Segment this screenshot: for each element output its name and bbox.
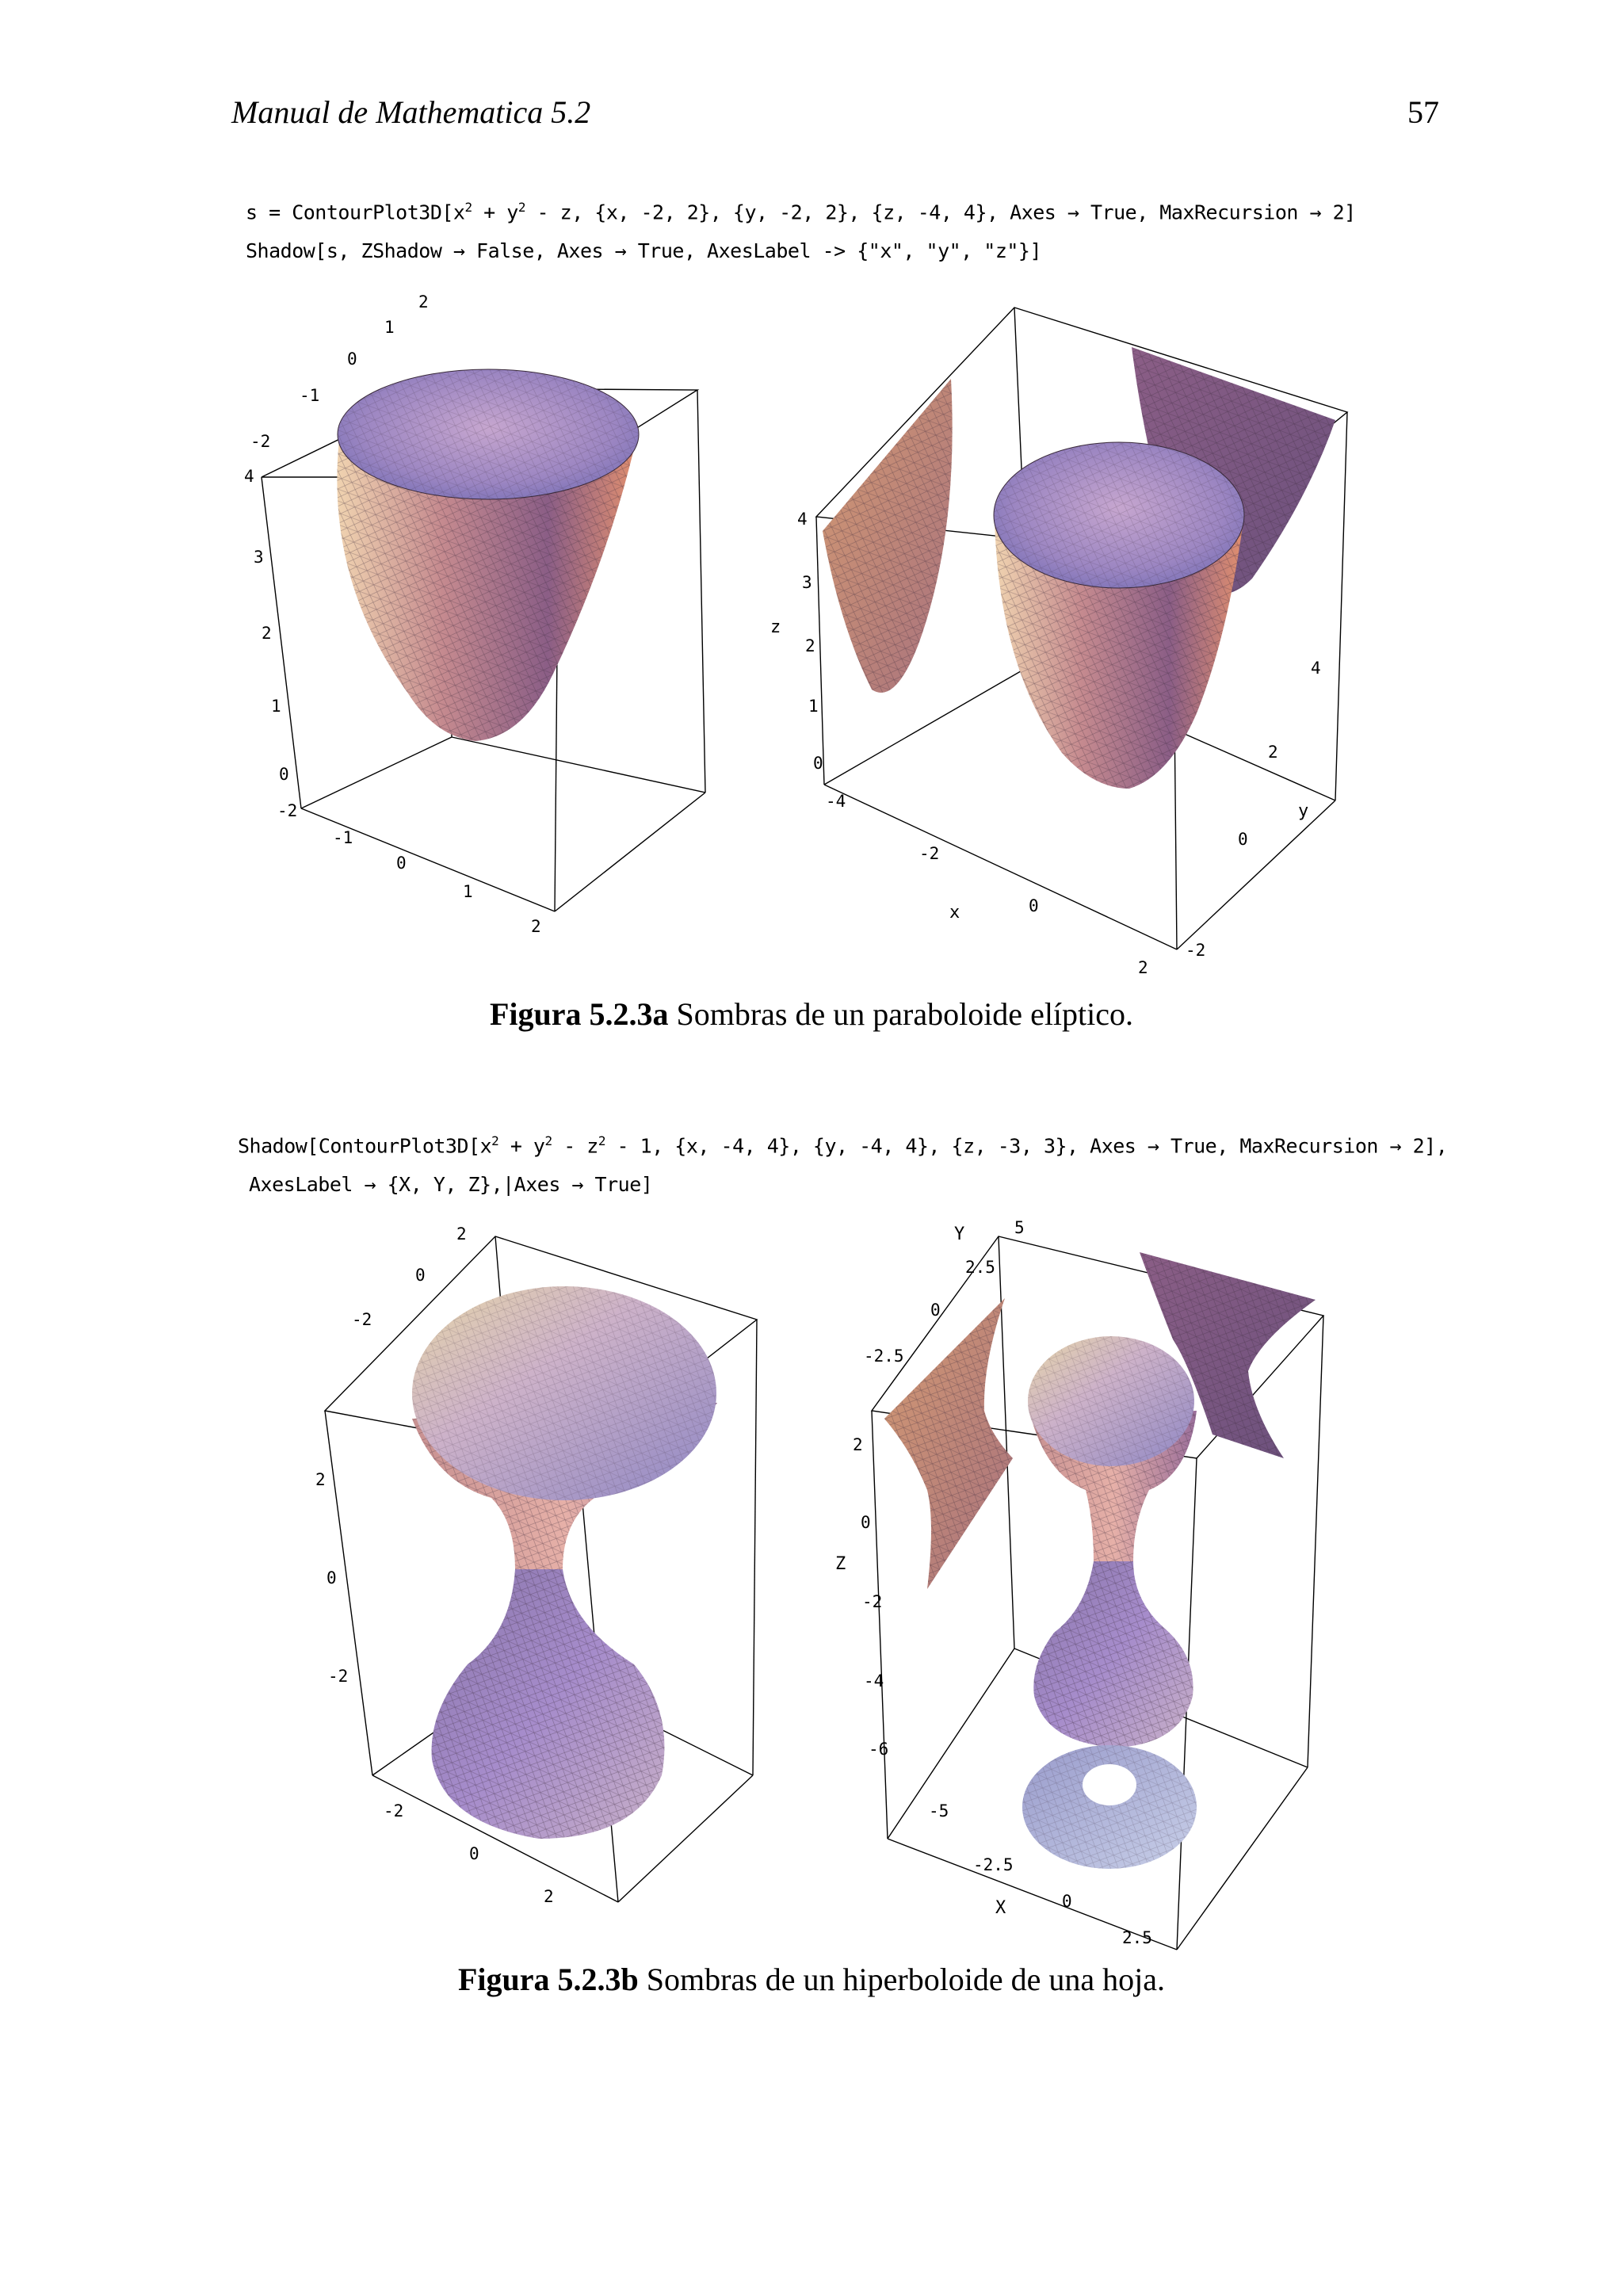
tick: -2 bbox=[384, 1801, 404, 1820]
tick: 2 bbox=[262, 624, 272, 643]
left-paraboloid-plot bbox=[244, 293, 705, 936]
tick: 2 bbox=[418, 293, 429, 311]
left-hyperboloid-plot bbox=[315, 1224, 757, 1906]
tick: -5 bbox=[929, 1801, 949, 1820]
tick: -2 bbox=[919, 844, 940, 863]
axis-label-z: Z bbox=[835, 1554, 846, 1574]
tick: 0 bbox=[930, 1301, 941, 1320]
figure-b-plots bbox=[301, 1221, 1363, 1966]
running-title: Manual de Mathematica 5.2 bbox=[231, 94, 591, 130]
tick: 3 bbox=[802, 573, 812, 592]
tick: 1 bbox=[463, 882, 473, 901]
axis-label-x: X bbox=[995, 1898, 1006, 1918]
caption-figure-a: Figura 5.2.3a Sombras de un paraboloide elíptico. bbox=[489, 996, 1134, 1032]
tick: -4 bbox=[826, 792, 846, 811]
tick: 0 bbox=[1238, 830, 1248, 849]
tick: 0 bbox=[861, 1513, 871, 1532]
code-line-a2: Shadow[s, ZShadow → False, Axes → True, AxesLabel -> {"x", "y", "z"}] bbox=[246, 239, 1042, 262]
tick: 0 bbox=[469, 1844, 479, 1863]
tick: 0 bbox=[1062, 1892, 1072, 1911]
tick: 0 bbox=[327, 1568, 337, 1587]
tick: 2 bbox=[1268, 743, 1278, 762]
tick: 2 bbox=[531, 917, 541, 936]
right-hyperboloid-shadow-plot bbox=[835, 1221, 1323, 1950]
axis-label-x: x bbox=[949, 903, 960, 923]
tick: 5 bbox=[1014, 1221, 1025, 1237]
tick: 0 bbox=[1029, 896, 1039, 915]
tick: 2 bbox=[544, 1887, 554, 1906]
tick: -2.5 bbox=[864, 1347, 904, 1366]
tick: 0 bbox=[347, 350, 357, 369]
tick: -1 bbox=[333, 828, 353, 847]
tick: 2.5 bbox=[1122, 1928, 1152, 1947]
tick: 2 bbox=[315, 1470, 326, 1489]
tick: 1 bbox=[271, 697, 281, 716]
figure-a-plots bbox=[238, 293, 1379, 991]
tick: 4 bbox=[244, 467, 254, 486]
tick: 2 bbox=[456, 1224, 467, 1244]
tick: -1 bbox=[300, 386, 320, 405]
tick: -2 bbox=[328, 1667, 349, 1686]
tick: 2 bbox=[805, 636, 815, 655]
tick: 1 bbox=[384, 318, 395, 337]
tick: 0 bbox=[415, 1266, 426, 1285]
tick: -2.5 bbox=[973, 1855, 1014, 1874]
axis-label-y: y bbox=[1298, 801, 1309, 821]
axis-label-y: Y bbox=[954, 1224, 965, 1244]
right-paraboloid-shadow-plot bbox=[770, 308, 1347, 977]
code-line-a1: $s = ContourPlot3D[x^2 + y^2 - z$, {x, -2, 2}, {y, -2, 2}, {z, -4, 4}, Axes → True, MaxRecursion → 2] bbox=[246, 200, 1356, 224]
code-line-b2: AxesLabel → {X, Y, Z},|Axes → True] bbox=[249, 1173, 653, 1196]
axis-label-z: z bbox=[770, 617, 781, 637]
tick: 4 bbox=[797, 510, 808, 529]
tick: 0 bbox=[396, 854, 407, 873]
tick: -2 bbox=[1186, 941, 1206, 960]
tick: 2 bbox=[1138, 958, 1148, 977]
tick: -2 bbox=[250, 432, 271, 451]
tick: -2 bbox=[352, 1310, 372, 1329]
tick: 2 bbox=[853, 1435, 863, 1454]
tick: -4 bbox=[864, 1671, 884, 1690]
tick: 1 bbox=[808, 697, 819, 716]
caption-figure-b: Figura 5.2.3b Sombras de un hiperboloide de una hoja. bbox=[457, 1962, 1166, 1997]
tick: 0 bbox=[279, 765, 289, 784]
tick: 2.5 bbox=[965, 1258, 995, 1277]
tick: -2 bbox=[277, 801, 298, 820]
tick: 3 bbox=[254, 548, 264, 567]
page-number: 57 bbox=[1407, 94, 1439, 130]
tick: -2 bbox=[862, 1592, 883, 1611]
tick: 0 bbox=[813, 754, 823, 773]
code-line-b1: $Shadow[ContourPlot3D[x^2 + y^2 - z^2 - 1$, {x, -4, 4}, {y, -4, 4}, {z, -3, 3}, Axes → True, MaxRecursion → 2], bbox=[238, 1133, 1448, 1158]
tick: 4 bbox=[1311, 659, 1321, 678]
tick: -6 bbox=[869, 1740, 889, 1759]
